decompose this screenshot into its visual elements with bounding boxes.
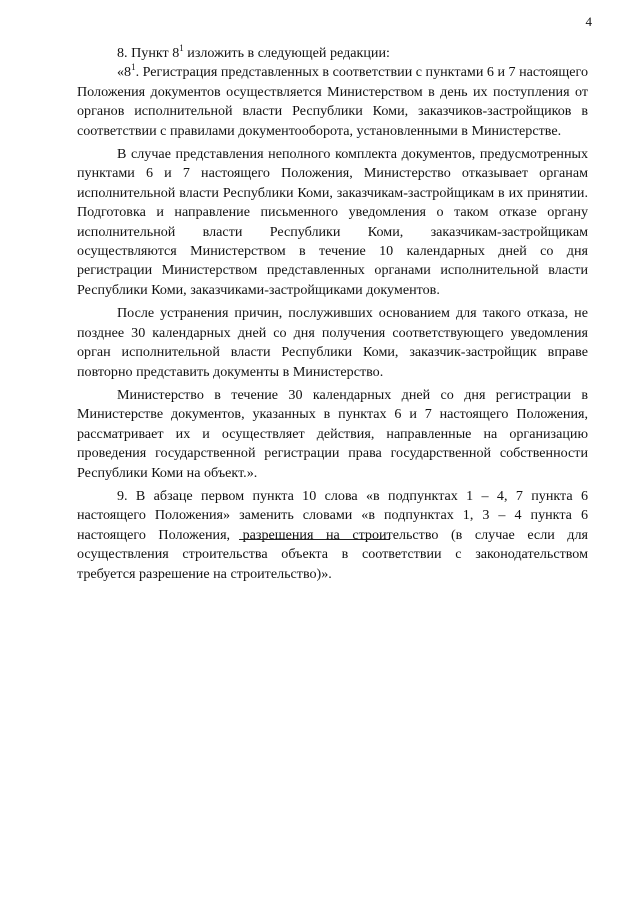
item-8-tail: изложить в следующей редакции:	[183, 45, 390, 61]
item-8-quote-superscript: 1	[131, 62, 136, 73]
item-8-quote-paragraph	[77, 63, 588, 141]
item-8-superscript: 1	[179, 43, 184, 53]
end-of-document-rule	[239, 539, 390, 540]
item-8-quote-text: . Регистрация представленных в соответствии с пунктами 6 и 7 настоящего Положения документов осуществляется Министерством в день их поступления от органов исполнительной власти Республики Коми, заказчиков-застройщиков в соответствии с правилами документооборота, установленными в Министерстве.	[77, 64, 588, 139]
resubmission-paragraph: После устранения причин, послуживших основанием для такого отказа, не позднее 30 календарных дней со дня получения соответствующего уведомления орган исполнительной власти Республики Коми, заказчик-застройщик вправе повторно представить документы в Министерство.	[77, 305, 588, 380]
incomplete-documents-paragraph: В случае представления неполного комплекта документов, предусмотренных пунктами 6 и 7 настоящего Положения, Министерство отказывает органам исполнительной власти Республики Коми, заказчикам-застройщикам в их принятии. Подготовка и направление письменного уведомления о таком отказе органу исполнительной власти Республики Коми, заказчикам-застройщикам осуществляются Министерством в течение 10 календарных дней со дня регистрации Министерством представленных органами исполнительной власти Республики Коми, заказчиками-застройщиками документов.	[77, 146, 588, 298]
item-8-heading	[77, 44, 588, 63]
page-number: 4	[585, 14, 592, 29]
item-8-lead: 8. Пункт 8	[117, 45, 180, 61]
document-body	[77, 44, 588, 584]
item-9-paragraph: 9. В абзаце первом пункта 10 слова «в подпунктах 1 – 4, 7 пункта 6 настоящего Положения» заменить словами «в подпунктах 1, 3 – 4 пункта 6 настоящего Положения, разрешения на строительство (в случае если для осуществления строительства объекта в соответствии с законодательством требуется разрешение на строительство)».	[77, 487, 588, 582]
ministry-review-paragraph: Министерство в течение 30 календарных дней со дня регистрации в Министерстве документов, указанных в пунктах 6 и 7 настоящего Положения, рассматривает их и осуществляет действия, направленные на организацию проведения государственной регистрации права государственной собственности Республики Коми на объект.».	[77, 386, 588, 481]
item-8-quote-lead: «8	[117, 64, 132, 81]
